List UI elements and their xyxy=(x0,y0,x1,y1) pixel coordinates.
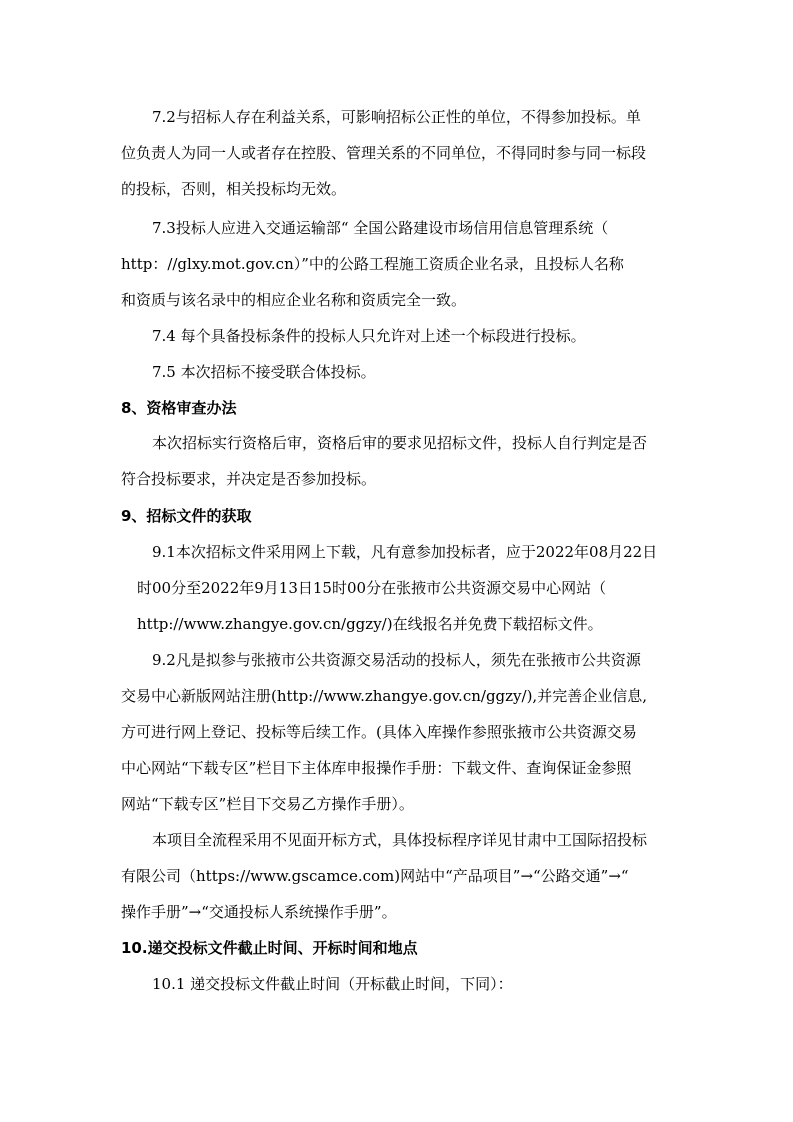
text-line: 的投标，否则，相关投标均无效。 xyxy=(121,180,347,198)
text-line: 本次招标实行资格后审，资格后审的要求见招标文件，投标人自行判定是否 xyxy=(152,434,648,452)
text-line: 10.1 递交投标文件截止时间（开标截止时间，下同）： xyxy=(152,975,513,993)
text-line: 交易中心新版网站注册(http://www.zhangye.gov.cn/ggzy/),并完善企业信息, xyxy=(121,687,647,705)
text-line: 时00分至2022年9月13日15时00分在张掖市公共资源交易中心网站（ xyxy=(137,579,607,597)
text-line: http://www.zhangye.gov.cn/ggzy/)在线报名并免费下载招标文件。 xyxy=(137,615,603,633)
section-heading: 9、招标文件的获取 xyxy=(121,507,252,525)
text-line: http：//glxy.mot.gov.cn）”中的公路工程施工资质企业名录，且投标人名称 xyxy=(121,255,624,273)
text-line: 7.5 本次招标不接受联合体投标。 xyxy=(152,363,376,381)
text-line: 7.3投标人应进入交通运输部“ 全国公路建设市场信用信息管理系统（ xyxy=(152,219,609,237)
text-line: 有限公司（https://www.gscamce.com)网站中“产品项目”→“公路交通”→“ xyxy=(121,867,629,885)
section-heading: 10.递交投标文件截止时间、开标时间和地点 xyxy=(121,939,418,957)
text-line: 方可进行网上登记、投标等后续工作。(具体入库操作参照张掖市公共资源交易 xyxy=(121,723,637,741)
text-line: 中心网站“下载专区”栏目下主体库申报操作手册：下载文件、查询保证金参照 xyxy=(121,759,632,777)
text-line: 和资质与该名录中的相应企业名称和资质完全一致。 xyxy=(121,291,467,309)
text-line: 7.4 每个具备投标条件的投标人只允许对上述一个标段进行投标。 xyxy=(152,327,586,345)
text-line: 位负责人为同一人或者存在控股、管理关系的不同单位，不得同时参与同一标段 xyxy=(121,144,647,162)
text-line: 符合投标要求，并决定是否参加投标。 xyxy=(121,470,377,488)
text-line: 9.1本次招标文件采用网上下载，凡有意参加投标者，应于2022年08月22日 xyxy=(152,543,658,561)
text-line: 操作手册”→“交通投标人系统操作手册”。 xyxy=(121,903,397,921)
text-line: 9.2凡是拟参与张掖市公共资源交易活动的投标人，须先在张掖市公共资源 xyxy=(152,651,641,669)
text-line: 7.2与招标人存在利益关系，可影响招标公正性的单位，不得参加投标。单 xyxy=(152,108,641,126)
text-line: 本项目全流程采用不见面开标方式，具体投标程序详见甘肃中工国际招投标 xyxy=(152,831,648,849)
text-line: 网站“下载专区”栏目下交易乙方操作手册）。 xyxy=(121,795,414,813)
section-heading: 8、资格审查办法 xyxy=(121,399,237,417)
